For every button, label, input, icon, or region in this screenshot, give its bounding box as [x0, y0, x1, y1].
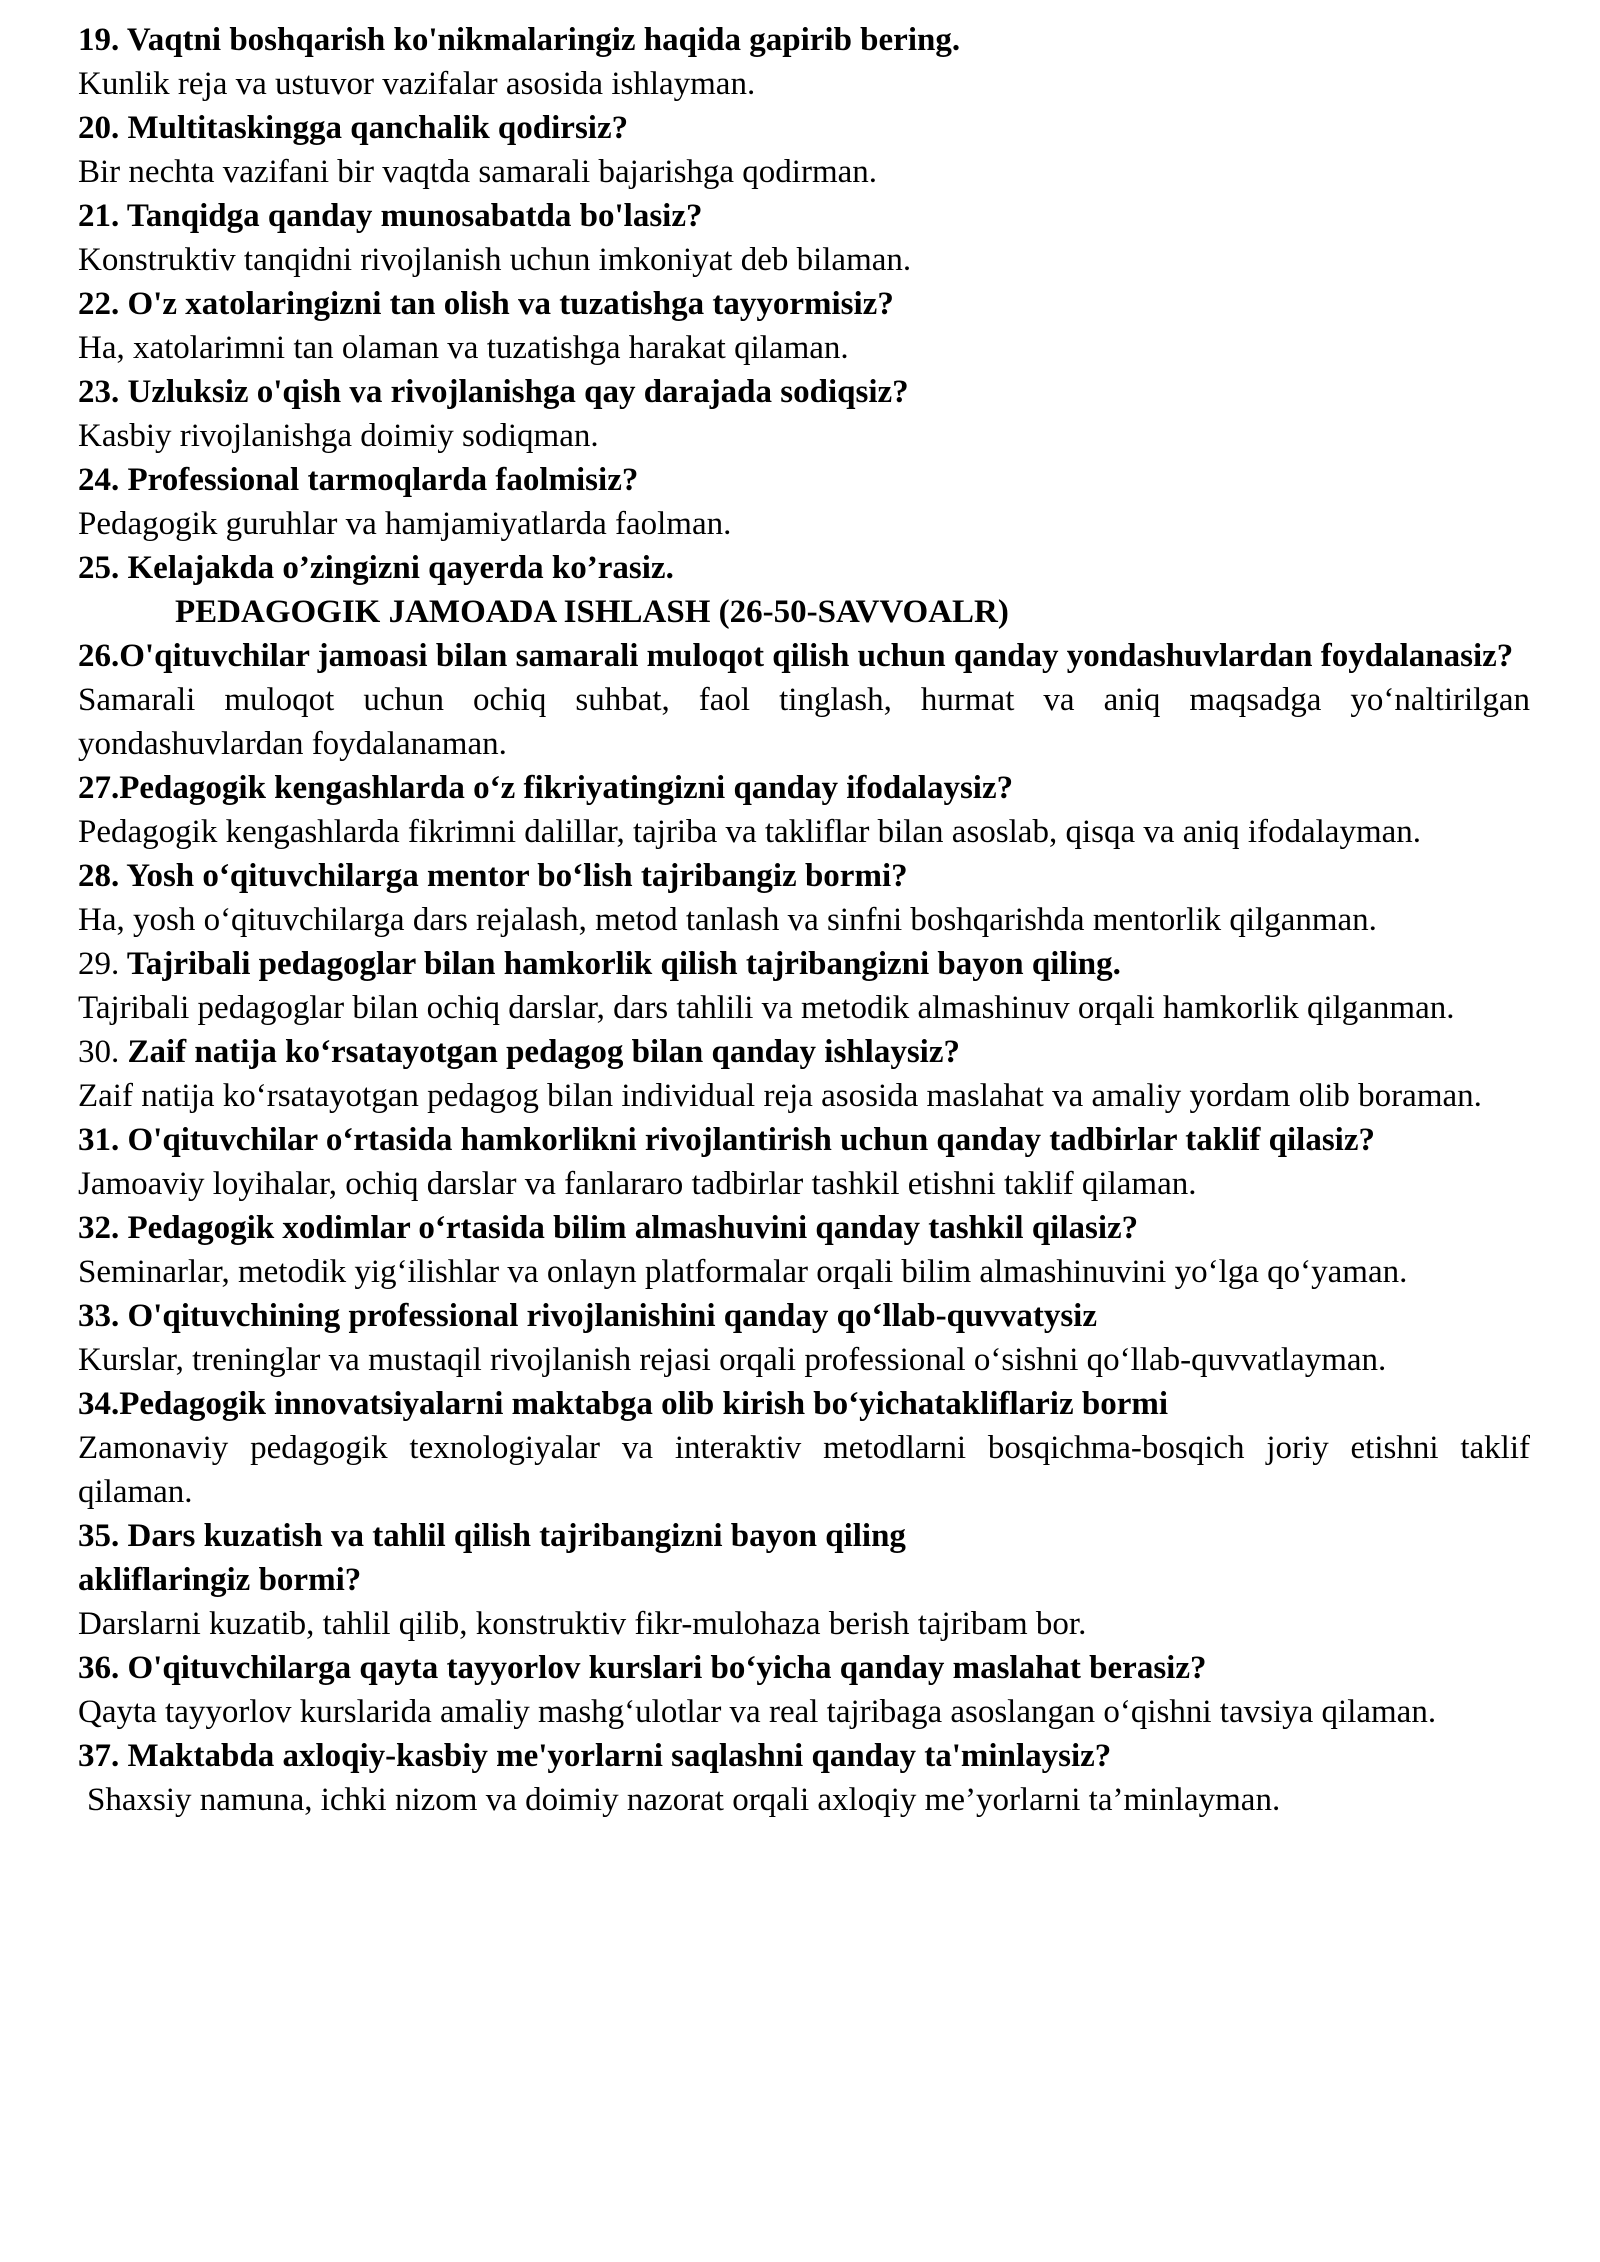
qa-item	[78, 1206, 1530, 1294]
question-body: Maktabda axloqiy-kasbiy me'yorlarni saqlashni qanday ta'minlaysiz?	[119, 1738, 1112, 1774]
question-body: Dars kuzatish va tahlil qilish tajribangizni bayon qiling akliflaringiz bormi?	[78, 1518, 906, 1598]
answer-text: Kasbiy rivojlanishga doimiy sodiqman.	[78, 418, 599, 454]
qa-item	[78, 282, 1530, 370]
qa-item	[78, 634, 1530, 766]
answer-text: Shaxsiy namuna, ichki nizom va doimiy nazorat orqali axloqiy me’yorlarni ta’minlayman.	[87, 1782, 1281, 1818]
qa-item	[78, 370, 1530, 458]
qa-item	[78, 766, 1530, 854]
answer-text: Kunlik reja va ustuvor vazifalar asosida ishlayman.	[78, 66, 756, 102]
section-heading: PEDAGOGIK JAMOADA ISHLASH (26-50-SAVVOALR)	[175, 594, 1009, 630]
qa-item	[78, 18, 1530, 106]
answer-text: Bir nechta vazifani bir vaqtda samarali bajarishga qodirman.	[78, 154, 878, 190]
question-number: 28.	[78, 858, 120, 894]
document-content	[78, 18, 1530, 1822]
qa-item	[78, 458, 1530, 546]
question-number: 19.	[78, 22, 120, 58]
question-body: O'z xatolaringizni tan olish va tuzatishga tayyormisiz?	[119, 286, 894, 322]
answer-text: Ha, yosh o‘qituvchilarga dars rejalash, metod tanlash va sinfni boshqarishda mentorlik qilganman.	[78, 902, 1377, 938]
answer-text: Qayta tayyorlov kurslarida amaliy mashg‘ulotlar va real tajribaga asoslangan o‘qishni tavsiya qilaman.	[78, 1694, 1437, 1730]
question-text	[78, 854, 1530, 898]
answer-text: Samarali muloqot uchun ochiq suhbat, faol tinglash, hurmat va aniq maqsadga yo‘naltirilgan yondashuvlardan foydalanaman.	[78, 682, 1530, 762]
question-body: O'qituvchining professional rivojlanishini qanday qo‘llab-quvvatysiz	[119, 1298, 1097, 1334]
question-text	[78, 370, 1530, 414]
qa-item	[78, 854, 1530, 942]
answer-text: Zamonaviy pedagogik texnologiyalar va interaktiv metodlarni bosqichma-bosqich joriy etishni taklif qilaman.	[78, 1430, 1530, 1510]
question-body: Multitaskingga qanchalik qodirsiz?	[119, 110, 629, 146]
question-text	[78, 18, 1530, 62]
question-text	[78, 766, 1530, 810]
question-number: 22.	[78, 286, 120, 322]
qa-item	[78, 1382, 1530, 1514]
question-body: Vaqtni boshqarish ko'nikmalaringiz haqida gapirib bering.	[119, 22, 961, 58]
answer-text: Kurslar, treninglar va mustaqil rivojlanish rejasi orqali professional o‘sishni qo‘llab-quvvatlayman.	[78, 1342, 1387, 1378]
answer-text: Seminarlar, metodik yig‘ilishlar va onlayn platformalar orqali bilim almashinuvini yo‘lga qo‘yaman.	[78, 1254, 1408, 1290]
question-body: O'qituvchilar jamoasi bilan samarali muloqot qilish uchun qanday yondashuvlardan foydalanasiz?	[119, 638, 1514, 674]
answer-text: Ha, xatolarimni tan olaman va tuzatishga harakat qilaman.	[78, 330, 849, 366]
question-body: Professional tarmoqlarda faolmisiz?	[119, 462, 639, 498]
question-number: 36.	[78, 1650, 120, 1686]
question-text	[78, 1382, 1530, 1426]
question-text	[78, 194, 1530, 238]
question-text	[78, 1514, 1530, 1602]
qa-item	[78, 1118, 1530, 1206]
question-number: 33.	[78, 1298, 120, 1334]
question-number: 29.	[78, 946, 120, 982]
qa-item	[78, 1030, 1530, 1118]
question-body: O'qituvchilarga qayta tayyorlov kurslari bo‘yicha qanday maslahat berasiz?	[119, 1650, 1207, 1686]
qa-item	[78, 942, 1530, 1030]
question-number: 37.	[78, 1738, 120, 1774]
question-number: 27.	[78, 770, 120, 806]
answer-text: Darslarni kuzatib, tahlil qilib, konstruktiv fikr-mulohaza berish tajribam bor.	[78, 1606, 1087, 1642]
question-number: 26.	[78, 638, 120, 674]
qa-item	[78, 106, 1530, 194]
question-number: 34.	[78, 1386, 120, 1422]
question-text	[78, 1118, 1530, 1162]
question-number: 30.	[78, 1034, 120, 1070]
qa-item	[78, 1734, 1530, 1822]
question-number: 23.	[78, 374, 120, 410]
answer-text: Zaif natija ko‘rsatayotgan pedagog bilan individual reja asosida maslahat va amaliy yordam olib boraman.	[78, 1078, 1482, 1114]
question-body: Tajribali pedagoglar bilan hamkorlik qilish tajribangizni bayon qiling.	[119, 946, 1121, 982]
question-body: Kelajakda o’zingizni qayerda ko’rasiz.	[119, 550, 674, 586]
answer-text: Pedagogik kengashlarda fikrimni dalillar, tajriba va takliflar bilan asoslab, qisqa va aniq ifodalayman.	[78, 814, 1422, 850]
question-body: Yosh o‘qituvchilarga mentor bo‘lish tajribangiz bormi?	[119, 858, 908, 894]
question-text	[78, 1734, 1530, 1778]
qa-item	[78, 194, 1530, 282]
qa-item	[78, 1294, 1530, 1382]
answer-text: Tajribali pedagoglar bilan ochiq darslar, dars tahlili va metodik almashinuv orqali hamkorlik qilganman.	[78, 990, 1455, 1026]
qa-item	[78, 1646, 1530, 1734]
question-number: 21.	[78, 198, 120, 234]
question-text	[78, 1646, 1530, 1690]
qa-item	[78, 1514, 1530, 1646]
question-text	[78, 942, 1530, 986]
question-number: 35.	[78, 1518, 120, 1554]
answer-text: Konstruktiv tanqidni rivojlanish uchun imkoniyat deb bilaman.	[78, 242, 912, 278]
question-text	[78, 1030, 1530, 1074]
question-body: Pedagogik innovatsiyalarni maktabga olib kirish bo‘yichatakliflariz bormi	[119, 1386, 1169, 1422]
answer-text: Pedagogik guruhlar va hamjamiyatlarda faolman.	[78, 506, 732, 542]
qa-item	[78, 546, 1530, 590]
question-number: 20.	[78, 110, 120, 146]
question-text	[78, 282, 1530, 326]
question-text	[78, 634, 1530, 678]
answer-text: Jamoaviy loyihalar, ochiq darslar va fanlararo tadbirlar tashkil etishni taklif qilaman.	[78, 1166, 1197, 1202]
question-number: 25.	[78, 550, 120, 586]
question-text	[78, 458, 1530, 502]
question-body: Tanqidga qanday munosabatda bo'lasiz?	[119, 198, 703, 234]
question-body: Pedagogik kengashlarda o‘z fikriyatingizni qanday ifodalaysiz?	[119, 770, 1014, 806]
question-text	[78, 1206, 1530, 1250]
question-number: 32.	[78, 1210, 120, 1246]
question-body: Uzluksiz o'qish va rivojlanishga qay darajada sodiqsiz?	[119, 374, 909, 410]
question-text	[78, 106, 1530, 150]
question-text	[78, 1294, 1530, 1338]
question-body: O'qituvchilar o‘rtasida hamkorlikni rivojlantirish uchun qanday tadbirlar taklif qilasiz?	[119, 1122, 1375, 1158]
question-body: Pedagogik xodimlar o‘rtasida bilim almashuvini qanday tashkil qilasiz?	[119, 1210, 1139, 1246]
question-text	[78, 546, 1530, 590]
question-number: 24.	[78, 462, 120, 498]
question-number: 31.	[78, 1122, 120, 1158]
question-body: Zaif natija ko‘rsatayotgan pedagog bilan qanday ishlaysiz?	[119, 1034, 960, 1070]
